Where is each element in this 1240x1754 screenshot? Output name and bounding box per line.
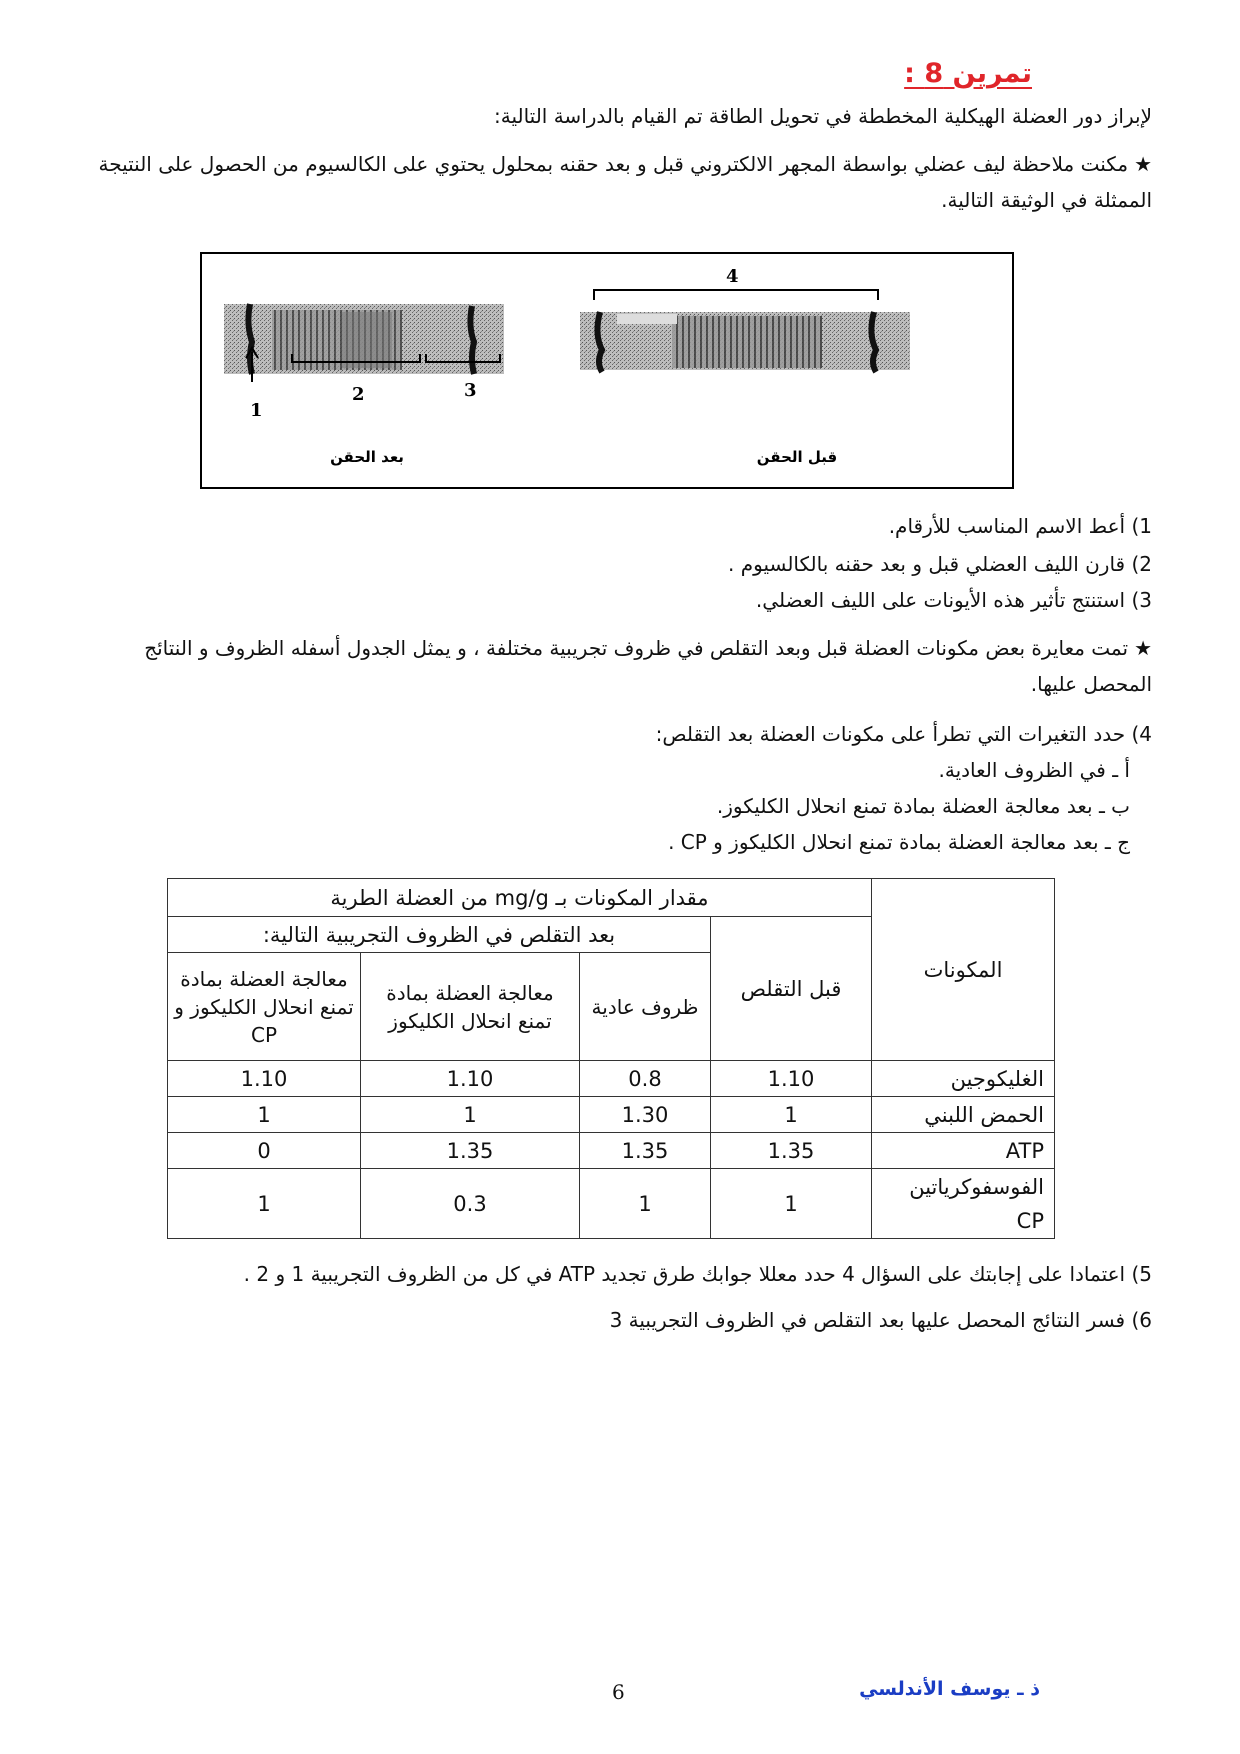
question-4-item-c: ج ـ بعد معالجة العضلة بمادة تمنع انحلال الكليكوز و CP . — [668, 830, 1130, 854]
table-row — [168, 1169, 1055, 1239]
row-name: الغليكوجين — [872, 1061, 1055, 1097]
page-number: 6 — [612, 1680, 625, 1704]
question-4-item-b: ب ـ بعد معالجة العضلة بمادة تمنع انحلال الكليكوز. — [716, 794, 1130, 818]
header-amount: مقدار المكونات بـ mg/g من العضلة الطرية — [168, 879, 872, 917]
micrograph-image — [202, 254, 1012, 487]
star-icon: ★ — [1134, 152, 1152, 176]
cell-normal: 1.30 — [580, 1097, 711, 1133]
cell-normal: 1 — [580, 1169, 711, 1239]
marker-3: 3 — [464, 380, 477, 401]
cell-before: 1 — [711, 1169, 872, 1239]
question-5: 5) اعتمادا على إجابتك على السؤال 4 حدد معللا جوابك طرق تجديد ATP في كل من الظروف التجريبية 1 و 2 . — [243, 1262, 1152, 1286]
micrograph-figure — [200, 252, 1014, 489]
cell-normal: 0.8 — [580, 1061, 711, 1097]
marker-4: 4 — [726, 266, 739, 287]
cell-glucose: 0.3 — [361, 1169, 580, 1239]
question-2: 2) قارن الليف العضلي قبل و بعد حقنه بالكالسيوم . — [728, 552, 1152, 576]
table-row — [168, 1133, 1055, 1169]
marker-2: 2 — [352, 384, 365, 405]
question-1: 1) أعط الاسم المناسب للأرقام. — [888, 514, 1152, 538]
bullet-1-text: مكنت ملاحظة ليف عضلي بواسطة المجهر الالكتروني قبل و بعد حقنه بمحلول يحتوي على الكالسيوم من الحصول على النتيجة الممثلة في الوثيقة التالية. — [98, 152, 1152, 212]
cell-glucose: 1.10 — [361, 1061, 580, 1097]
cell-before: 1.10 — [711, 1061, 872, 1097]
label-after-injection: بعد الحقن — [330, 448, 404, 466]
header-before: قبل التقلص — [711, 917, 872, 1061]
header-glucose-cp-blocked: معالجة العضلة بمادة تمنع انحلال الكليكوز و CP — [168, 953, 361, 1061]
row-name: ATP — [872, 1133, 1055, 1169]
cell-before: 1.35 — [711, 1133, 872, 1169]
star-icon: ★ — [1134, 636, 1152, 660]
bullet-2-text: تمت معايرة بعض مكونات العضلة قبل وبعد التقلص في ظروف تجريبية مختلفة ، و يمثل الجدول أسفله الظروف و النتائج المحصل عليها. — [144, 636, 1152, 696]
cell-glucose-cp: 1 — [168, 1169, 361, 1239]
cell-glucose-cp: 0 — [168, 1133, 361, 1169]
header-normal-conditions: ظروف عادية — [580, 953, 711, 1061]
cell-glucose-cp: 1.10 — [168, 1061, 361, 1097]
bullet-paragraph-1 — [90, 146, 1152, 218]
table-row — [168, 1097, 1055, 1133]
author-name: ذ ـ يوسف الأندلسي — [859, 1678, 1040, 1700]
cell-normal: 1.35 — [580, 1133, 711, 1169]
question-4-stem: 4) حدد التغيرات التي تطرأ على مكونات العضلة بعد التقلص: — [655, 722, 1152, 746]
cell-glucose: 1 — [361, 1097, 580, 1133]
cell-glucose: 1.35 — [361, 1133, 580, 1169]
bullet-paragraph-2 — [90, 630, 1152, 702]
before-injection-micrograph — [580, 290, 910, 372]
header-components: المكونات — [872, 879, 1055, 1061]
question-4-item-a: أ ـ في الظروف العادية. — [938, 758, 1130, 782]
marker-1: 1 — [250, 400, 263, 421]
components-table — [167, 878, 1055, 1239]
row-name: الفوسفوكرياتين CP — [872, 1169, 1055, 1239]
question-6: 6) فسر النتائج المحصل عليها بعد التقلص في الظروف التجريبية 3 — [609, 1308, 1152, 1332]
after-injection-micrograph — [224, 304, 504, 382]
label-before-injection: قبل الحقن — [756, 448, 838, 466]
row-name: الحمض اللبني — [872, 1097, 1055, 1133]
intro-text: لإبراز دور العضلة الهيكلية المخططة في تحويل الطاقة تم القيام بالدراسة التالية: — [493, 104, 1152, 128]
header-after: بعد التقلص في الظروف التجريبية التالية: — [168, 917, 711, 953]
cell-glucose-cp: 1 — [168, 1097, 361, 1133]
question-3: 3) استنتج تأثير هذه الأيونات على الليف العضلي. — [755, 588, 1152, 612]
cell-before: 1 — [711, 1097, 872, 1133]
table-row — [168, 1061, 1055, 1097]
exercise-title: تمرين 8 : — [904, 58, 1032, 89]
header-glucose-blocked: معالجة العضلة بمادة تمنع انحلال الكليكوز — [361, 953, 580, 1061]
